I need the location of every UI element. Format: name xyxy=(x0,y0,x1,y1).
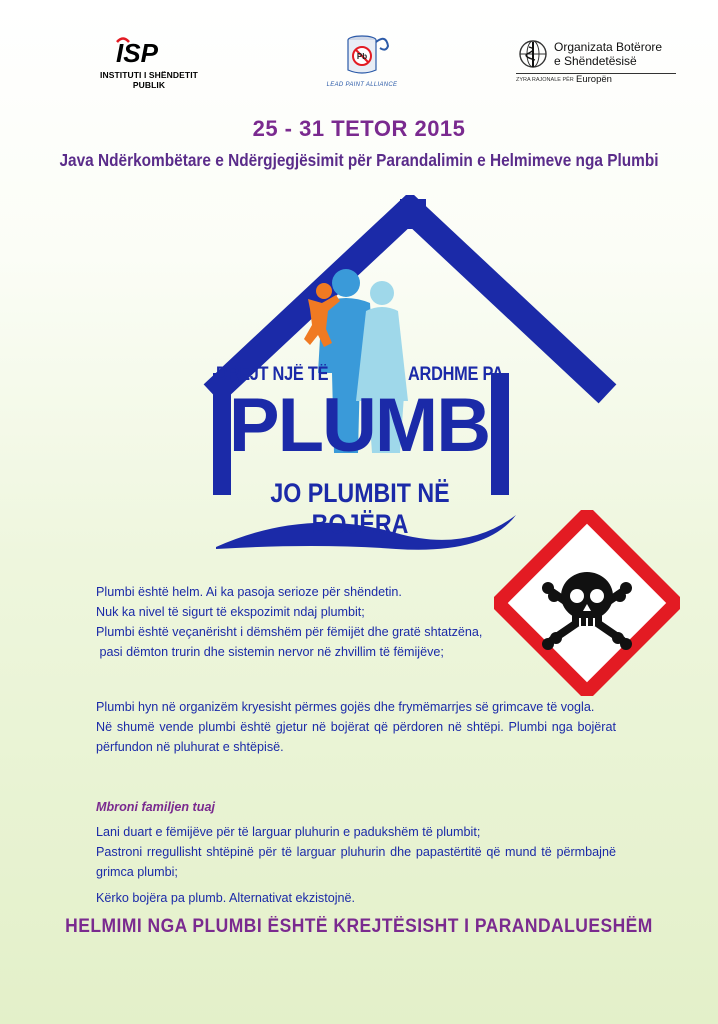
who-logo xyxy=(516,38,686,88)
fact-line: Nuk ka nivel të sigurt të ekspozimit ndaj plumbit; xyxy=(96,605,365,619)
svg-text:ISP: ISP xyxy=(116,38,158,68)
lead-paint-can-icon xyxy=(322,30,402,82)
slogan-top-left: DREJT NJË TË xyxy=(216,364,329,385)
lead-paint-alliance-logo xyxy=(322,30,402,92)
slogan-sub: JO PLUMBIT NË BOJËRA xyxy=(270,478,450,539)
protect-item: Pastroni rregullisht shtëpinë për të larguar pluhurin dhe papastërtitë që mund të përmbajnë grimca plumbi; xyxy=(96,845,616,879)
health-facts-paragraph xyxy=(96,582,616,662)
fact-line: pasi dëmton trurin dhe sistemin nervor në zhvillim të fëmijëve; xyxy=(96,645,444,659)
protect-list xyxy=(96,822,616,908)
protect-item: Lani duart e fëmijëve për të larguar pluhurin e padukshëm të plumbit; xyxy=(96,825,481,839)
slogan-main: PLUMB xyxy=(228,383,490,468)
lead-paint-alliance-name: LEAD PAINT ALLIANCE xyxy=(326,82,398,88)
event-subtitle: Java Ndërkombëtare e Ndërgjegjësimit për Parandalimin e Helmimeve nga Plumbi xyxy=(59,150,659,170)
who-emblem-icon xyxy=(516,38,550,72)
exposure-line: Plumbi hyn në organizëm kryesisht përmes gojës dhe frymëmarrjes së grimcave të vogla. xyxy=(96,700,595,714)
event-date: 25 - 31 TETOR 2015 xyxy=(252,116,466,141)
fact-line: Plumbi është helm. Ai ka pasoja serioze për shëndetin. xyxy=(96,585,402,599)
house-roof xyxy=(222,209,598,385)
slogan-top-right: ARDHME PA xyxy=(408,364,504,385)
isp-logo-icon xyxy=(114,36,174,68)
isp-logo xyxy=(84,36,214,90)
who-region: Europën xyxy=(576,74,612,85)
who-name-line1: Organizata Botërore xyxy=(554,40,663,54)
who-name-line2: e Shëndetësisë xyxy=(554,54,637,68)
exposure-line: Në shumë vende plumbi është gjetur në bojërat që përdoren në shtëpi. Plumbi nga bojërat përfundon në pluhurat e shtëpisë. xyxy=(96,720,616,754)
fact-line: Plumbi është veçanërisht i dëmshëm për fëmijët dhe gratë shtatzëna, xyxy=(96,625,483,639)
footer-slogan: HELMIMI NGA PLUMBI ËSHTË KREJTËSISHT I PARANDALUESHËM xyxy=(65,916,653,937)
who-region-small: ZYRA RAJONALE PËR xyxy=(516,77,574,83)
protect-heading: Mbroni familjen tuaj xyxy=(96,800,215,814)
exposure-paragraph xyxy=(96,697,616,757)
isp-name: INSTITUTI I SHËNDETIT PUBLIK xyxy=(100,70,198,90)
house-chimney xyxy=(400,199,426,229)
svg-text:Pb: Pb xyxy=(356,52,368,61)
protect-item: Kërko bojëra pa plumb. Alternativat ekzistojnë. xyxy=(96,891,356,905)
